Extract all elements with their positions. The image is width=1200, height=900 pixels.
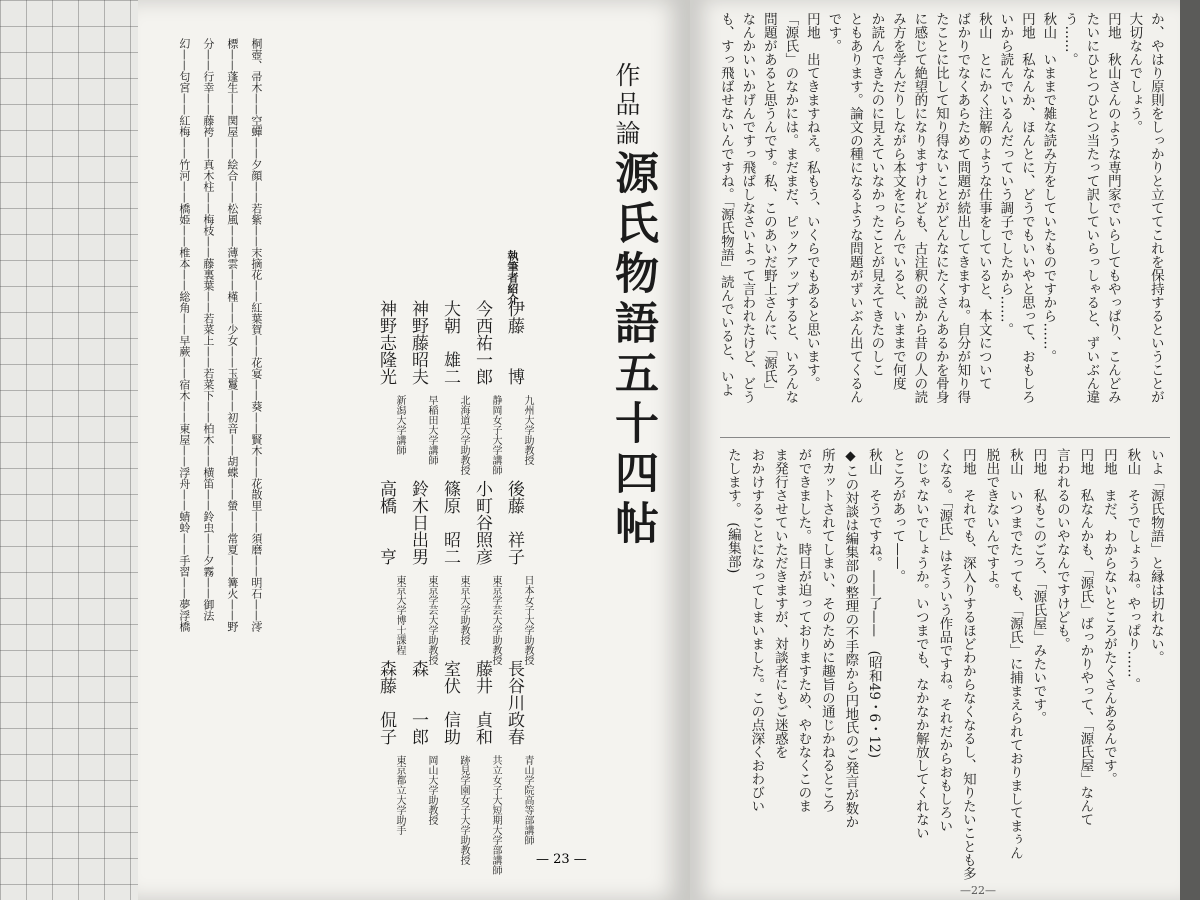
dialogue-line: か、やはり原則をしっかりと立ててこれを保持するということが — [1147, 12, 1164, 404]
contributor-name: 藤井 貞和 — [472, 660, 492, 745]
right-page — [690, 0, 1180, 900]
contributor-name: 長谷川政春 — [504, 660, 524, 745]
contributor-affiliation: 東京大学博士課程 — [394, 575, 405, 655]
contributor-affiliation: 静岡女子大学講師 — [490, 395, 501, 475]
essay-label: 作品論 — [612, 62, 641, 149]
dialogue-line: み方を学んだりしながら本文をにらんでいると、いままで何度 — [889, 12, 906, 390]
contributor-affiliation: 東京大学助教授 — [458, 575, 469, 645]
dialogue-line: なんかいいかげんですっ飛ばしなさいよって言われたけど、どう — [739, 12, 756, 404]
dialogue-line: たいにひとつひとつ当たって訳していらっしゃると、ずいぶん違 — [1083, 12, 1100, 404]
dialogue-line: 円地 それでも、深入りするほどわからなくなるし、知りたいことも多 — [959, 448, 976, 880]
dialogue-line: 「源氏」のなかには。まだまだ、ピックアップすると、いろんな — [782, 12, 799, 404]
dialogue-line: 秋山 いつまでたっても、「源氏」に捕まえられておりましてまぅん — [1006, 448, 1023, 860]
dialogue-line: 所カットされてしまい、そのために趣旨の通じかねるところ — [818, 448, 835, 813]
contributor-name: 神野藤昭夫 — [408, 300, 428, 385]
dialogue-line: たします。 (編集部) — [724, 448, 741, 574]
chapter-list-line: 桐壺、帚木——空蟬——夕顔——若紫——末摘花——紅葉賀——花宴——葵——賢木——花散里——須磨——明石——澪 — [249, 38, 263, 632]
dialogue-line: ばかりでなくあらためて問題が続出してきますね。自分が知り得 — [954, 12, 971, 404]
section-divider — [720, 437, 1170, 438]
contributor-affiliation: 共立女子大短期大学部講師 — [490, 755, 501, 875]
page-title: 源氏物語五十四帖 — [607, 150, 658, 550]
dialogue-line: くなる。「源氏」はそういう作品ですね。それだからおもしろい — [936, 448, 953, 833]
chapter-list-line: 幻——匂宮——紅梅——竹河——橋姫——椎本——総角——早蕨——宿木——東屋——浮舟——蜻蛉——手習——夢浮橋 — [177, 38, 191, 632]
dialogue-line: 秋山 とにかく注解のような仕事をしていると、本文について — [975, 12, 992, 390]
contributor-affiliation: 早稲田大学講師 — [426, 395, 437, 465]
contributor-affiliation: 新潟大学講師 — [394, 395, 405, 455]
contributor-affiliation: 岡山大学助教授 — [426, 755, 437, 825]
dialogue-line: たことに比して知り得ないことがどんなにたくさんあるかを骨身 — [932, 12, 949, 404]
contributor-affiliation: 九州大学助教授 — [522, 395, 533, 465]
contributor-name: 室伏 信助 — [440, 660, 460, 745]
dialogue-line: 脱出できないんですよ。 — [983, 448, 1000, 597]
contributor-name: 森藤 侃子 — [376, 660, 396, 745]
dialogue-line: 円地 まだ、わからないところがたくさんあるんです。 — [1100, 448, 1117, 786]
dialogue-line: いから読んでいるんだっていう調子でしたから……。 — [997, 12, 1014, 336]
contributor-affiliation: 日本女子大学助教授 — [522, 575, 533, 665]
background-edge — [1180, 0, 1200, 900]
dialogue-line: 秋山 いままで雑な読み方をしていたものですから……。 — [1040, 12, 1057, 363]
contributor-name: 神野志隆光 — [376, 300, 396, 385]
dialogue-line: も、すっ飛ばせないんですね。「源氏物語」読んでいると、いよ — [717, 12, 734, 397]
contributor-name: 今西祐一郎 — [472, 300, 492, 385]
dialogue-line: 秋山 そうですね。——了—— (昭和49・6・12) — [865, 448, 882, 758]
dialogue-line: か読んできたのに見えていなかったことが見えてきたのしこ — [868, 12, 885, 377]
dialogue-line: 円地 秋山さんのような専門家でいらしてもやっぱり、こんどみ — [1104, 12, 1121, 404]
grid-paper-background — [0, 0, 155, 900]
dialogue-line: に感じて絶望的になりますけれども、古注釈の説から昔の人の読 — [911, 12, 928, 404]
contributor-name: 篠原 昭二 — [440, 480, 460, 565]
contributor-affiliation: 北海道大学助教授 — [458, 395, 469, 475]
contributor-affiliation: 青山学院高等部講師 — [522, 755, 533, 845]
contributor-name: 高橋 亨 — [376, 480, 396, 565]
dialogue-line: 秋山 そうでしょうね。やっぱり……。 — [1124, 448, 1141, 691]
page-number-right: —22— — [960, 884, 996, 897]
contributor-name: 大朝 雄二 — [440, 300, 460, 385]
contributor-name: 森 一郎 — [408, 660, 428, 745]
chapter-list-line: 分——行幸——藤袴——真木柱——梅枝——藤裏葉——若菜上——若菜下——柏木——横笛——鈴虫——夕霧——御法 — [201, 38, 215, 621]
dialogue-line: 円地 私なんか、ほんとに、どうでもいいやと思って、おもしろ — [1018, 12, 1035, 404]
dialogue-line: おかけすることになってしまいました。この点深くおわびい — [748, 448, 765, 813]
left-page — [138, 0, 690, 900]
dialogue-line: ま発行させていただきますが、対談者にもご迷惑を — [771, 448, 788, 759]
dialogue-line: 言われるのいやなんですけども。 — [1053, 448, 1070, 651]
dialogue-line: ともあります。論文の種になるような問題がずいぶん出てくるん — [846, 12, 863, 404]
dialogue-line: 円地 私なんかも、「源氏」ばっかりやって、「源氏屋」なんて — [1077, 448, 1094, 826]
chapter-list-line: 標——蓬生——関屋——絵合——松風——薄雲——槿——少女——玉鬘——初音——胡蝶——螢——常夏——篝火——野 — [225, 38, 239, 632]
contributor-affiliation: 東京学芸大学助教授 — [426, 575, 437, 665]
contributor-name: 鈴木日出男 — [408, 480, 428, 565]
contributor-name: 後藤 祥子 — [504, 480, 524, 565]
dialogue-line: 問題があると思うんです。私、このあいだ野上さんに、「源氏」 — [760, 12, 777, 397]
dialogue-line: ところがあって——。 — [889, 448, 906, 583]
dialogue-line: 円地 出てきますねえ。私もう、いくらでもあると思います。 — [803, 12, 820, 390]
contributor-affiliation: 東京都立大学助手 — [394, 755, 405, 835]
dialogue-line: です。 — [825, 12, 842, 53]
contributor-name: 小町谷照彦 — [472, 480, 492, 565]
dialogue-line: 大切なんでしょう。 — [1126, 12, 1143, 134]
dialogue-line: 円地 私もこのごろ、「源氏屋」みたいです。 — [1030, 448, 1047, 725]
contributors-label: 執筆者紹介 — [506, 250, 519, 305]
dialogue-line: ◆この対談は編集部の整理の不手際から円地氏のご発言が数か — [842, 448, 859, 829]
dialogue-line: のじゃないでしょうか。いつまでも、なかなか解放してくれない — [912, 448, 929, 840]
contributor-affiliation: 東京学芸大学助教授 — [490, 575, 501, 665]
contributor-affiliation: 跡見学園女子大学助教授 — [458, 755, 469, 865]
page-number-left: — 23 — — [536, 852, 587, 867]
dialogue-line: ができました。時日が迫っておりますため、やむなくこのま — [795, 448, 812, 813]
dialogue-line: いよ「源氏物語」と縁は切れない。 — [1147, 448, 1164, 664]
dialogue-line: う……。 — [1061, 12, 1078, 66]
contributor-name: 伊藤 博 — [504, 300, 524, 385]
